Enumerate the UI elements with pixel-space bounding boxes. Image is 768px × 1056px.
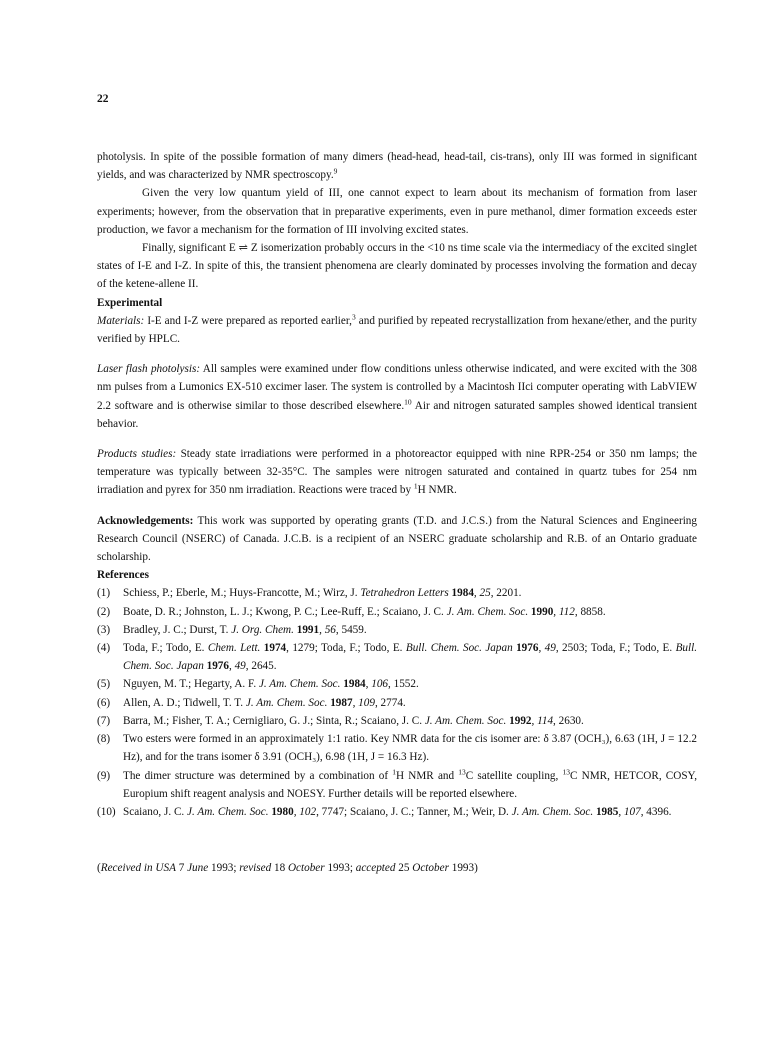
reference-volume: , 114 [531,714,554,727]
reference-pages: , 2201. [490,587,522,600]
reference-item-7 [97,712,697,730]
laser-label: Laser flash photolysis: [97,363,201,376]
reference-year: 1984 [340,678,366,691]
reference-authors: Schiess, P.; Eberle, M.; Huys-Francotte, M.; Wirz, J. [123,587,361,600]
received-text: ( [97,862,101,875]
reference-volume: , 112 [553,605,575,618]
reference-authors: Toda, F.; Todo, E. [123,642,208,655]
received-month: June [187,862,209,875]
reference-journal: J. Org. Chem. [231,623,294,636]
products-text-continued: H NMR. [417,484,457,497]
page-number: 22 [97,93,109,105]
paragraph-text: photolysis. In spite of the possible formation of many dimers (head-head, head-tail, cis-trans), only III was formed in significant yields, and was characterized by NMR spectroscopy. [97,151,697,182]
reference-journal: J. Am. Chem. Soc. [511,805,594,818]
reference-authors: Allen, A. D.; Tidwell, T. T. [123,696,246,709]
revised-label: revised [239,862,272,875]
reference-pages: , 2503; Toda, F.; Todo, E. [555,642,676,655]
paragraph-photolysis [97,148,697,184]
reference-pages: , 5459. [335,623,367,636]
reference-authors: Bradley, J. C.; Durst, T. [123,623,232,636]
reference-item-8 [97,730,697,766]
received-month: October [287,862,325,875]
reference-year: 1985 [593,805,619,818]
reference-year: 1984 [448,587,474,600]
reference-number: (9) [97,769,111,782]
reference-item-1 [97,584,697,602]
reference-year: 1992 [506,714,532,727]
reference-year: 1987 [327,696,353,709]
received-text: 25 [395,862,413,875]
reference-number: (1) [97,587,111,600]
superscript: 1 [413,481,418,491]
reference-journal: Chem. Lett. [207,642,261,655]
superscript: 13 [458,766,466,776]
received-dates [97,859,697,877]
reference-journal: J. Am. Chem. Soc. [245,696,328,709]
superscript: 13 [562,766,570,776]
references-heading: References [97,569,149,582]
acknowledgements-paragraph [97,512,697,567]
received-text: 1993; [324,862,356,875]
accepted-label: accepted [355,862,396,875]
reference-authors: Scaiano, J. C. [123,805,188,818]
reference-volume: , 106 [365,678,388,691]
reference-note: Two esters were formed in an approximately 1:1 ratio. Key NMR data for the cis isomer are: δ 3.87 (OCH₃), 6.63 (1H, J = 12.2 Hz), and for the trans isomer δ 3.91 (OCH₃), 6.98 (1H, J = 16.3 Hz). [123,733,697,764]
materials-paragraph [97,312,697,348]
reference-note: C satellite coupling, [465,769,563,782]
products-paragraph [97,445,697,500]
reference-pages: , 1552. [388,678,419,691]
reference-journal: J. Am. Chem. Soc. [258,678,341,691]
reference-year: 1976 [512,642,539,655]
reference-volume: , 107 [618,805,641,818]
reference-volume: , 56 [319,623,336,636]
reference-number: (4) [97,642,111,655]
reference-item-2 [97,603,697,621]
reference-year: 1976 [203,660,229,673]
reference-year: 1980 [268,805,294,818]
materials-text-continued: and purified by repeated recrystallization from hexane/ether, and the purity verified by HPLC. [97,314,697,346]
reference-pages: , 2645. [245,660,277,673]
reference-volume: , 49 [538,642,556,655]
laser-text: All samples were examined under flow conditions unless otherwise indicated, and were excited with the 308 nm pulses from a Lumonics EX-510 excimer laser. The system is controlled by a Macintosh IIci computer operating with LabVIEW 2.2 software and is otherwise similar to those described elsewhere. [97,363,697,412]
reference-journal: Bull. Chem. Soc. Japan [123,642,698,673]
reference-list [97,584,697,821]
reference-number: (2) [97,605,111,618]
paragraph-quantum-yield: Given the very low quantum yield of III, one cannot expect to learn about its mechanism of formation from laser experiments; however, from the observation that in preparative experiments, even in pure methanol, dimer formation exceeds ester production, we favor a mechanism for the formation of III involving excited states. [97,187,697,236]
reference-note: H NMR and [396,769,459,782]
reference-item-9 [97,767,697,803]
superscript: 1 [392,766,397,776]
received-text: 7 [175,862,188,875]
reference-pages: , 8858. [574,605,606,618]
reference-pages: , 4396. [640,805,672,818]
citation-superscript: 9 [333,166,338,176]
acknowledgements-label: Acknowledgements: [97,514,194,527]
reference-pages: , 2774. [374,696,406,709]
reference-year: 1990 [528,605,554,618]
acknowledgements-text: This work was supported by operating grants (T.D. and J.C.S.) from the Natural Sciences and Engineering Research Council (NSERC) of Canada. J.C.B. is a recipient of an NSERC graduate scholarship and R.B. of an Ontario graduate scholarship. [97,514,697,564]
reference-volume: , 49 [228,660,246,673]
reference-authors: Barra, M.; Fisher, T. A.; Cernigliaro, G. J.; Sinta, R.; Scaiano, J. C. [123,714,425,727]
reference-number: (8) [97,733,111,746]
materials-text: I-E and I-Z were prepared as reported earlier, [144,314,352,327]
reference-item-3 [97,621,697,639]
paragraph-isomerization: Finally, significant E ⇌ Z isomerization probably occurs in the <10 ns time scale via the intermediacy of the excited singlet states of I-E and I-Z. In spite of this, the transient phenomena are clearly dominated by processes involving the formation and decay of the ketene-allene II. [97,242,697,291]
citation-superscript: 10 [404,396,412,406]
reference-number: (5) [97,678,111,691]
materials-label: Materials: [97,314,145,327]
citation-superscript: 3 [351,312,356,322]
received-text: 1993; [208,862,240,875]
reference-item-6 [97,694,697,712]
reference-authors: Nguyen, M. T.; Hegarty, A. F. [123,678,259,691]
experimental-heading: Experimental [97,296,163,309]
products-label: Products studies: [97,448,177,461]
received-text: 1993) [448,862,478,875]
reference-pages: , 1279; Toda, F.; Todo, E. [286,642,406,655]
products-text: Steady state irradiations were performed in a photoreactor equipped with nine RPR-254 or 350 nm lamps; the temperature was typically between 32-35°C. The samples were nitrogen saturated and contained in quartz tubes for 254 nm irradiation and pyrex for 350 nm irradiation. Reactions were traced by [97,448,697,497]
reference-journal: J. Am. Chem. Soc. [446,605,529,618]
reference-pages: , 7747; Scaiano, J. C.; Tanner, M.; Weir, D. [316,805,512,818]
reference-volume: , 109 [352,696,375,709]
reference-number: (6) [97,696,111,709]
reference-year: 1974 [260,642,287,655]
reference-year: 1991 [293,623,320,636]
received-text: 18 [271,862,288,875]
reference-journal: J. Am. Chem. Soc. [424,714,507,727]
body-text [97,148,697,877]
laser-text-continued: Air and nitrogen saturated samples showed identical transient behavior. [97,399,698,430]
reference-journal: J. Am. Chem. Soc. [187,805,269,818]
reference-number: (10) [97,805,116,818]
reference-volume: , 102 [293,805,317,818]
reference-note: The dimer structure was determined by a combination of [123,769,393,782]
received-month: October [412,862,449,875]
reference-item-10 [97,803,697,821]
reference-volume: , 25 [473,587,491,600]
reference-authors: Boate, D. R.; Johnston, L. J.; Kwong, P. C.; Lee-Ruff, E.; Scaiano, J. C. [123,605,447,618]
reference-journal: Tetrahedron Letters [360,587,449,600]
reference-number: (3) [97,623,111,636]
reference-note: C NMR, HETCOR, COSY, Europium shift reagent analysis and NOESY. Further details will be reported elsewhere. [123,769,697,800]
reference-item-4 [97,639,697,675]
laser-paragraph [97,360,697,433]
received-label: Received in USA [100,862,176,875]
reference-number: (7) [97,714,111,727]
reference-item-5 [97,675,697,693]
reference-pages: , 2630. [553,714,584,727]
reference-journal: Bull. Chem. Soc. Japan [405,642,513,655]
